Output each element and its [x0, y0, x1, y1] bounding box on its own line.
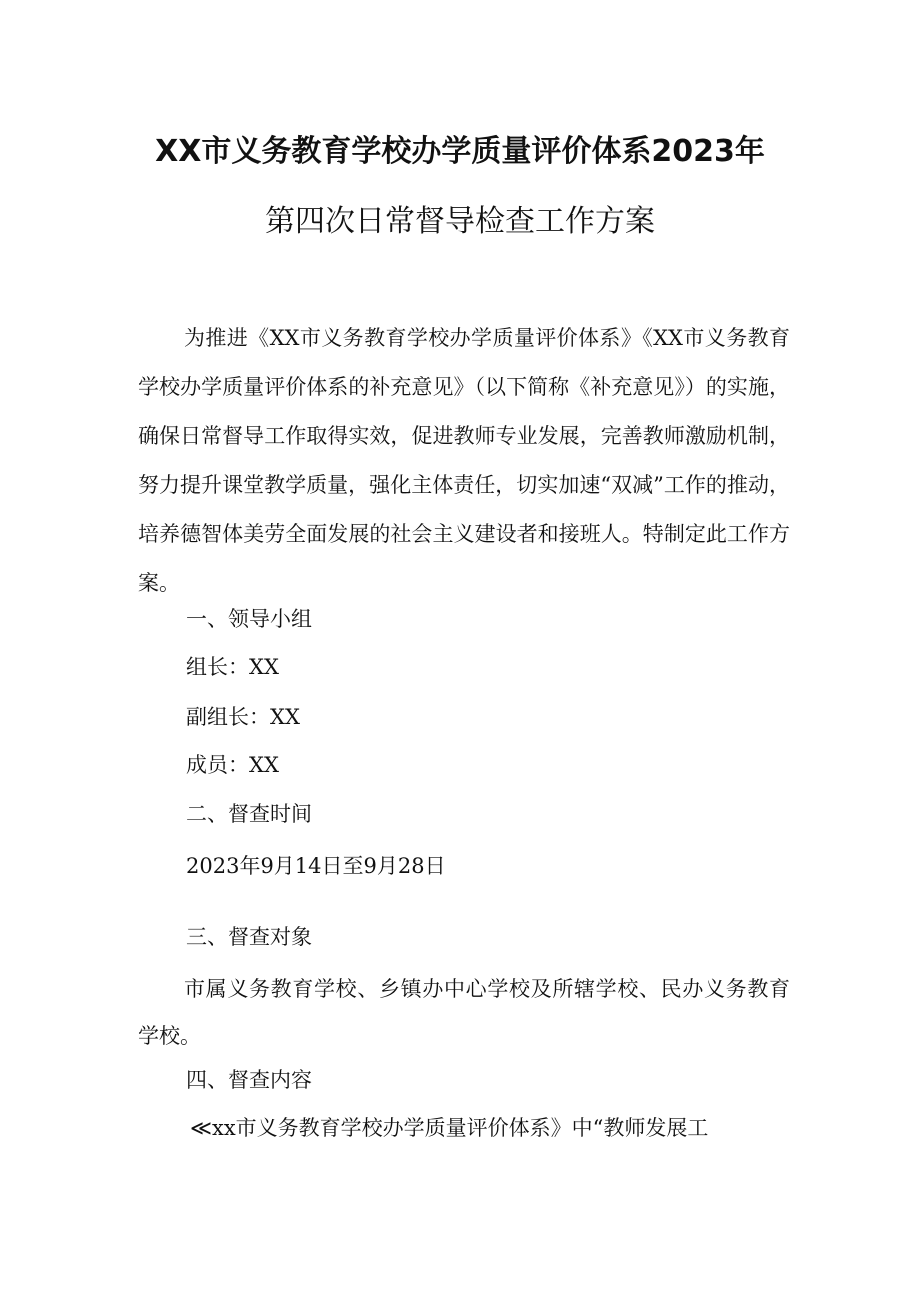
section-heading-content: 四、督查内容	[186, 1068, 312, 1092]
deputy-leader-line: 副组长：XX	[186, 705, 300, 729]
inspection-time-line: 2023年9月14日至9月28日	[186, 854, 446, 878]
inspection-targets-paragraph: 市属义务教育学校、乡镇办中心学校及所辖学校、民办义务教育学校。	[138, 977, 790, 1048]
section-heading-time: 二、督查时间	[186, 802, 312, 826]
leader-line: 组长：XX	[186, 655, 279, 679]
section-heading-leadership: 一、领导小组	[186, 607, 312, 631]
members-line: 成员：XX	[186, 753, 279, 777]
intro-paragraph: 为推进《XX市义务教育学校办学质量评价体系》《XX市义务教育学校办学质量评价体系的补充意见》（以下简称《补充意见》）的实施，确保日常督导工作取得实效，促进教师专业发展，完善教师激励机制，努力提升课堂教学质量，强化主体责任，切实加速“双减”工作的推动，培养德智体美劳全面发展的社会主义建设者和接班人。特制定此工作方案。	[138, 326, 790, 595]
document-title-line-2: 第四次日常督导检查工作方案	[265, 204, 655, 239]
document-title-line-1: XX市义务教育学校办学质量评价体系2023年	[155, 134, 765, 169]
section-heading-targets: 三、督查对象	[186, 925, 312, 949]
content-line: ≪xx市义务教育学校办学质量评价体系》中“教师发展工	[190, 1116, 709, 1140]
